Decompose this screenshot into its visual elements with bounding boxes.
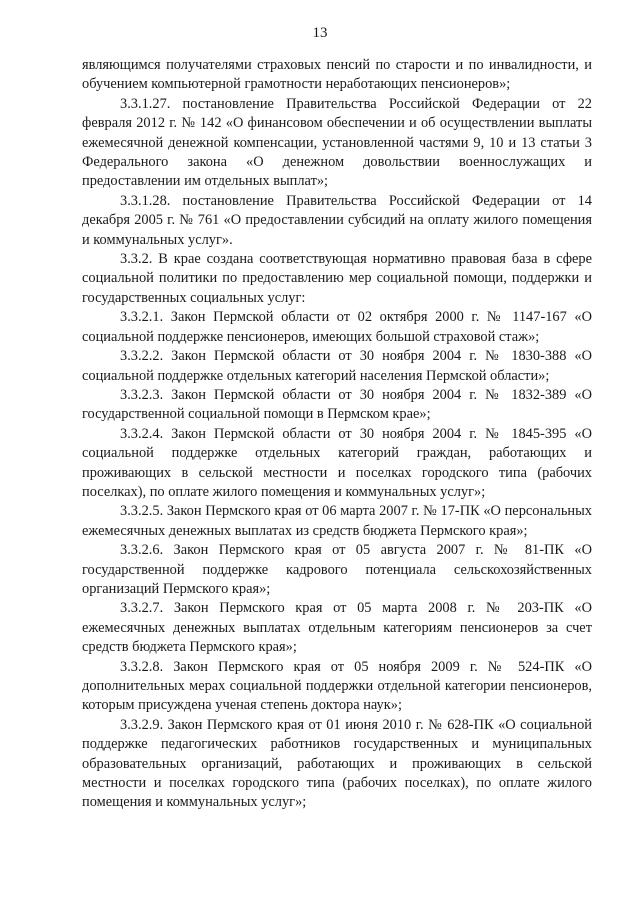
paragraph-3-3-2-4: 3.3.2.4. Закон Пермской области от 30 ноября 2004 г. № 1845-395 «О социальной поддержке отдельных категорий граждан, работающих и проживающих в сельской местности и поселках городского типа (рабочих поселках), по оплате жилого помещения и коммунальных услуг»; — [82, 425, 592, 500]
paragraph-3-3-1-27: 3.3.1.27. постановление Правительства Российской Федерации от 22 февраля 2012 г. № 142 «О финансовом обеспечении и об осуществлении выплаты ежемесячной денежной компенсации, установленной частями 9, 10 и 13 статьи 3 Федерального закона «О денежном довольствии военнослужащих и предоставлении им отдельных выплат»; — [82, 95, 592, 190]
page-number: 13 — [312, 25, 328, 41]
paragraph-3-3-2-9: 3.3.2.9. Закон Пермского края от 01 июня 2010 г. № 628-ПК «О социальной поддержке педагогических работников государственных и муниципальных образовательных организаций, работающих и проживающих в сельской местности и поселках городского типа (рабочих поселках), по оплате жилого помещения и коммунальных услуг»; — [82, 716, 592, 811]
paragraph-3-3-1-28: 3.3.1.28. постановление Правительства Российской Федерации от 14 декабря 2005 г. № 761 «О предоставлении субсидий на оплату жилого помещения и коммунальных услуг». — [82, 192, 592, 248]
paragraph-3-3-2-5: 3.3.2.5. Закон Пермского края от 06 марта 2007 г. № 17-ПК «О персональных ежемесячных денежных выплатах из средств бюджета Пермского края»; — [82, 503, 592, 539]
paragraph-3-3-2-3: 3.3.2.3. Закон Пермской области от 30 ноября 2004 г. № 1832-389 «О государственной социальной помощи в Пермском крае»; — [82, 386, 592, 423]
document-body — [82, 56, 592, 813]
paragraph-3-3-2-8: 3.3.2.8. Закон Пермского края от 05 ноября 2009 г. № 524-ПК «О дополнительных мерах социальной поддержки отдельной категории пенсионеров, которым присуждена ученая степень доктора наук»; — [82, 658, 592, 714]
paragraph-continuation: являющимся получателями страховых пенсий по старости и по инвалидности, и обучением компьютерной грамотности неработающих пенсионеров»; — [82, 57, 592, 93]
paragraph-3-3-2-7: 3.3.2.7. Закон Пермского края от 05 марта 2008 г. № 203-ПК «О ежемесячных денежных выплатах отдельным категориям пенсионеров за счет средств бюджета Пермского края»; — [82, 600, 592, 656]
paragraph-3-3-2-1: 3.3.2.1. Закон Пермской области от 02 октября 2000 г. № 1147-167 «О социальной поддержке пенсионеров, имеющих большой страховой стаж»; — [82, 309, 592, 345]
paragraph-3-3-2-2: 3.3.2.2. Закон Пермской области от 30 ноября 2004 г. № 1830-388 «О социальной поддержке отдельных категорий населения Пермской области»; — [82, 348, 592, 384]
paragraph-3-3-2: 3.3.2. В крае создана соответствующая нормативно правовая база в сфере социальной политики по предоставлению мер социальной помощи, поддержки и государственных социальных услуг: — [82, 251, 592, 306]
paragraph-3-3-2-6: 3.3.2.6. Закон Пермского края от 05 августа 2007 г. № 81-ПК «О государственной поддержке кадрового потенциала сельскохозяйственных организаций Пермского края»; — [82, 542, 592, 597]
